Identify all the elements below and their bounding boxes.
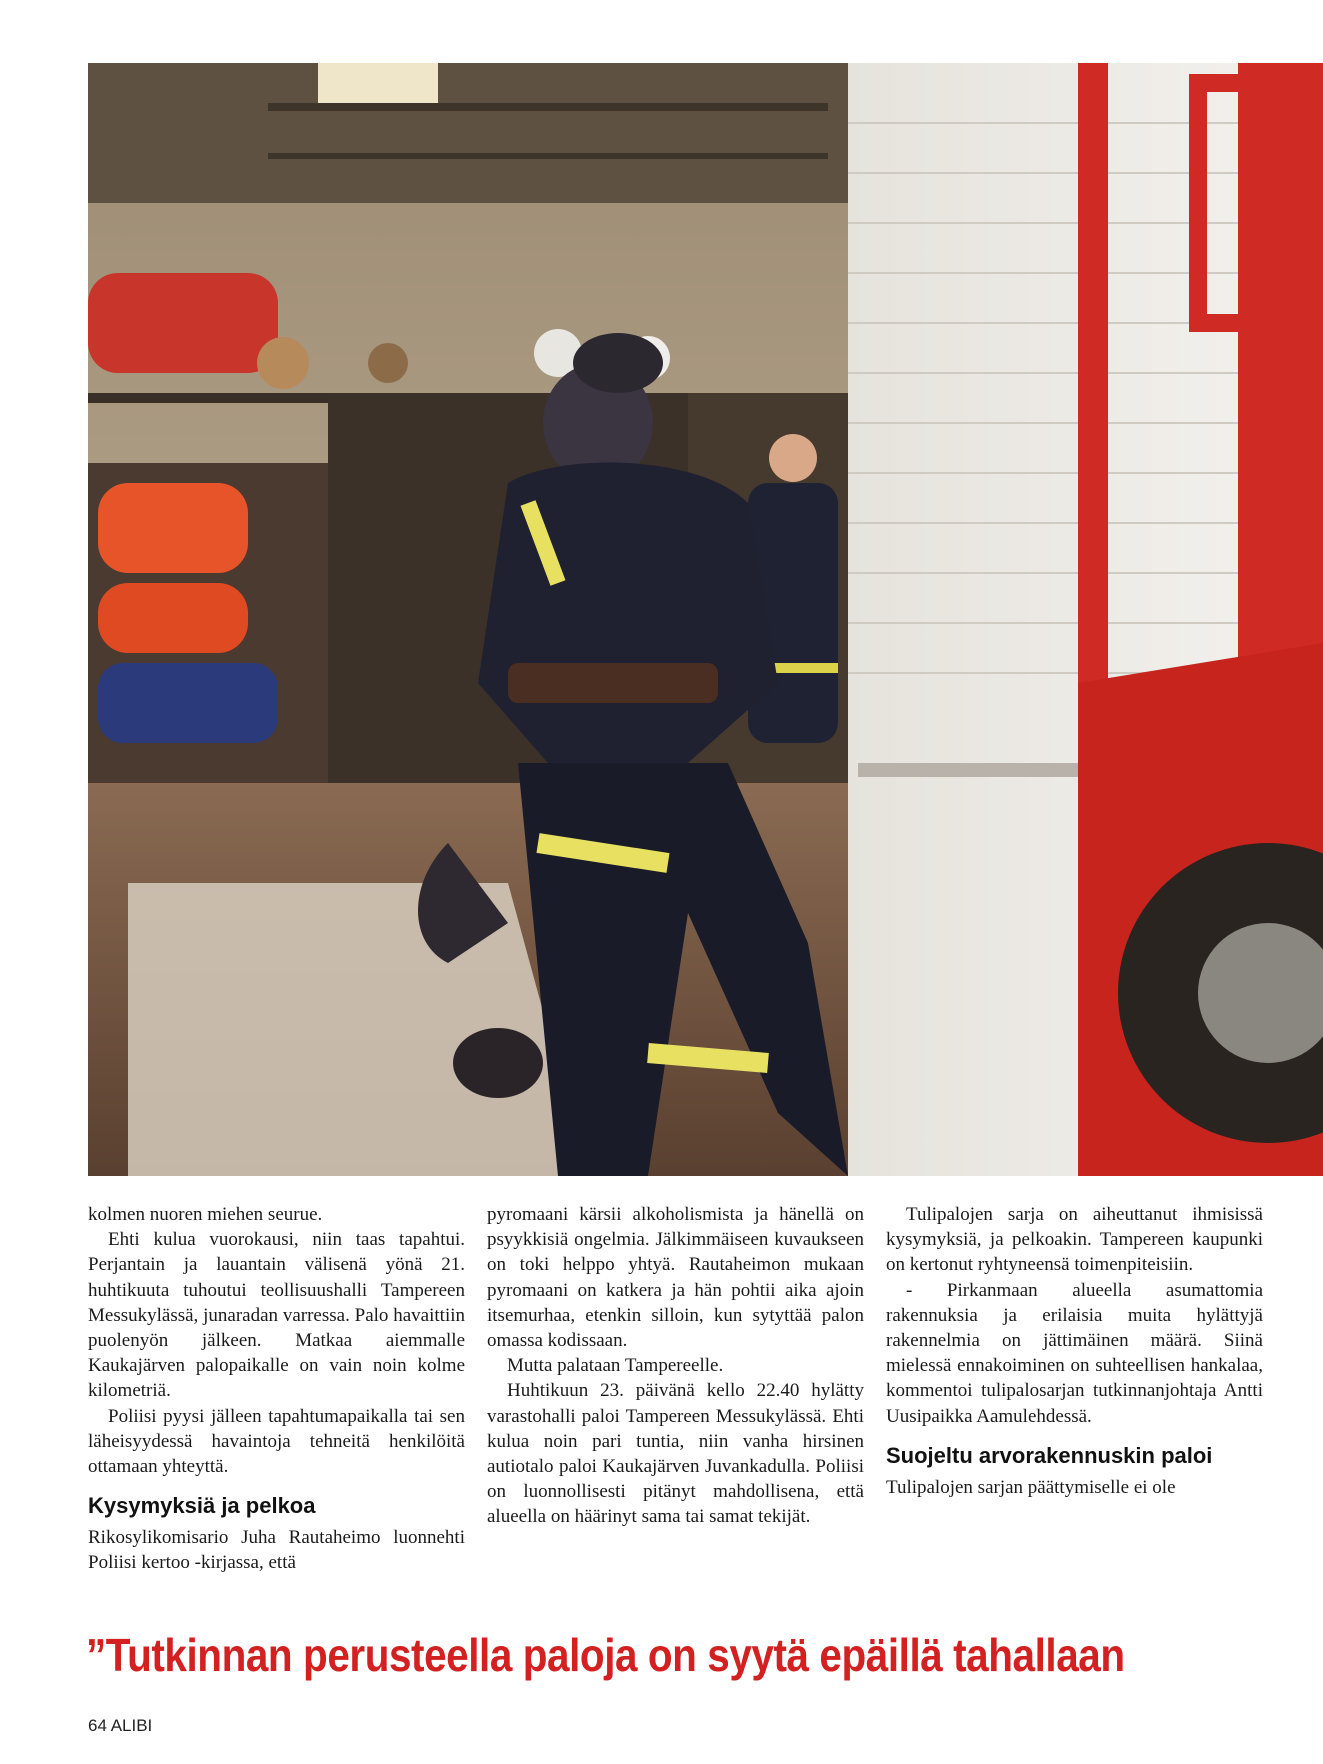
paragraph: - Pirkanmaan alueella asumattomia rakennuksia ja erilaisia muita hylättyjä rakennelmia on jättimäinen määrä. Siinä mielessä ennakoiminen on suhteellisen hankalaa, kommentoi tulipalosarjan tutkinnanjohtaja Antti Uusipaikka Aamulehdessä.: [886, 1279, 1263, 1427]
article-photo: [88, 63, 1323, 1176]
pull-quote: ”Tutkinnan perusteella paloja on syytä epäillä tahallaan: [86, 1629, 1125, 1681]
paragraph: Tulipalojen sarjan päättymiselle ei ole: [886, 1476, 1176, 1498]
paragraph: kolmen nuoren miehen seurue.: [88, 1204, 323, 1225]
paragraph: Rikosylikomisario Juha Rautaheimo luonnehti Poliisi kertoo -kirjassa, että: [88, 1527, 465, 1574]
article-column-2: [487, 1202, 864, 1530]
article-column-1: [88, 1202, 465, 1576]
paragraph: Tulipalojen sarja on aiheuttanut ihmisissä kysymyksiä, ja pelkoakin. Tampereen kaupunki on kertonut ryhtyneensä toimenpiteisiin.: [886, 1204, 1263, 1276]
article-column-3: [886, 1202, 1263, 1500]
subheading-suojeltu: Suojeltu arvorakennuskin paloi: [886, 1442, 1213, 1468]
paragraph: Poliisi pyysi jälleen tapahtumapaikalla tai sen läheisyydessä havaintoja tehneitä henkilöitä ottamaan yhteyttä.: [88, 1405, 465, 1478]
paragraph: Huhtikuun 23. päivänä kello 22.40 hylätty varastohalli paloi Tampereen Messukylässä. Ehti kulua noin pari tuntia, niin vanha hirsinen autiotalo paloi Kaukajärven Juvankadulla. Poliisi on luonnollisesti pitänyt mahdollisena, että alueella on häärinyt sama tai samat tekijät.: [487, 1380, 864, 1528]
paragraph: Mutta palataan Tampereelle.: [507, 1355, 724, 1377]
paragraph: Ehti kulua vuorokausi, niin taas tapahtui. Perjantain ja lauantain välisenä yönä 21. huhtikuuta tuhoutui teollisuushalli Tampereen Messukylässä, junaradan varressa. Palo havaittiin puolenyön jälkeen. Matkaa aiemmalle Kaukajärven palopaikalle on vain noin kolme kilometriä.: [88, 1229, 465, 1402]
page-footer: 64 ALIBI: [88, 1716, 153, 1735]
subheading-kysymyksia: Kysymyksiä ja pelkoa: [88, 1493, 316, 1519]
paragraph: pyromaani kärsii alkoholismista ja hänellä on psyykkisiä ongelmia. Jälkimmäiseen kuvaukseen on toki helppo yhtyä. Rautaheimon mukaan pyromaani on katkera ja hän pohtii aika ajoin itsemurhaa, etenkin silloin, kun sytyttää palon omassa kodissaan.: [487, 1204, 864, 1352]
firefighter-photo-illustration: [88, 63, 1323, 1176]
